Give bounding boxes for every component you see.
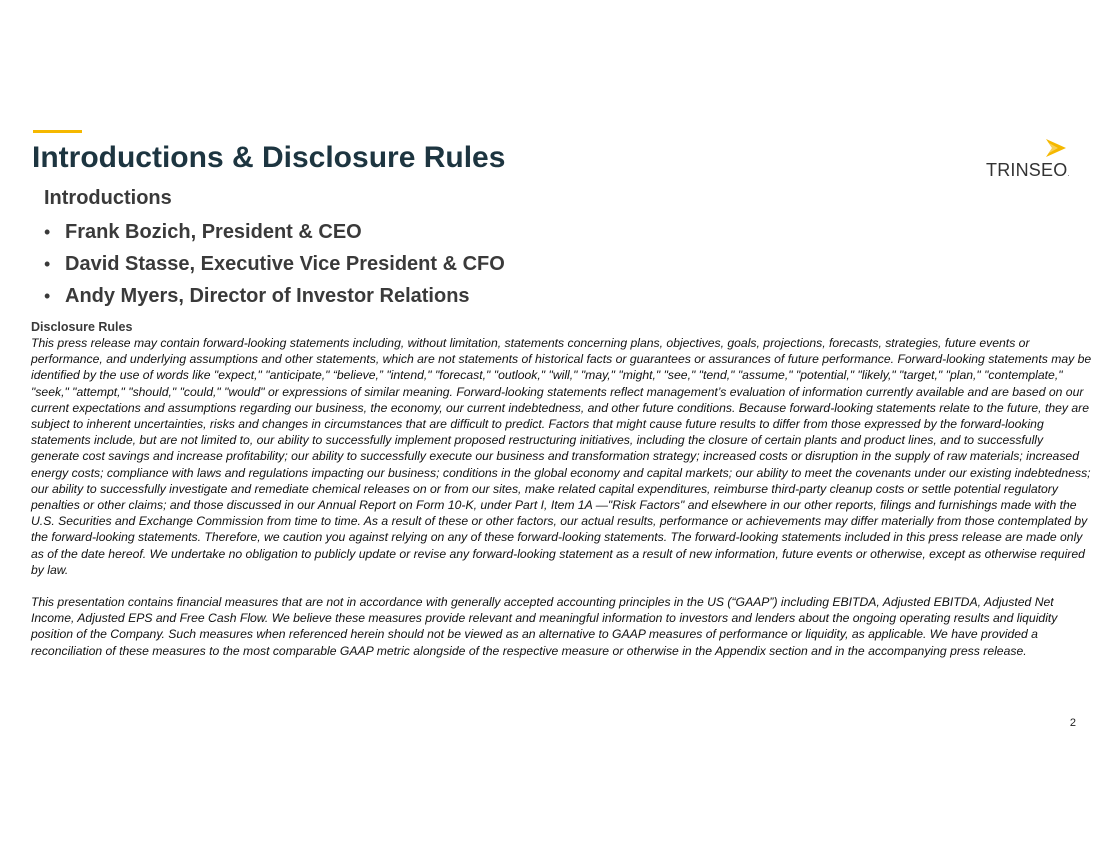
introductions-heading: Introductions (44, 187, 172, 209)
forward-looking-statement-paragraph: This press release may contain forward-looking statements including, without limitation, statements concerning plans, objectives, goals, projections, forecasts, strategies, future events or performance, and underlying assumptions and other statements, which are not statements of historical facts or guarantees or assurances of future performance. Forward-looking statements may be identified by the use of words like "expect," "anticipate," “believe,” "intend," "forecast," "outlook," "will," "may," "might," "see," "tend," "assume," "potential," "likely," "target," "plan," "contemplate," "seek," "attempt," "should," "could," "would" or expressions of similar meaning. Forward-looking statements reflect management’s evaluation of information currently available and are based on our current expectations and assumptions regarding our business, the economy, our current indebtedness, and other future conditions. Because forward-looking statements relate to the future, they are subject to inherent uncertainties, risks and changes in circumstances that are difficult to predict. Factors that might cause future results to differ from those expressed by the forward-looking statements include, but are not limited to, our ability to successfully implement proposed restructuring initiatives, including the closure of certain plants and product lines, and to successfully generate cost savings and increase profitability; our ability to successfully execute our business and transformation strategy; increased costs or disruption in the supply of raw materials; increased energy costs; compliance with laws and regulations impacting our business; conditions in the global economy and capital markets; our ability to meet the covenants under our existing indebtedness; our ability to successfully investigate and remediate chemical releases on or from our sites, make related capital expenditures, reimburse third-party cleanup costs or settle potential regulatory penalties or other claims; and those discussed in our Annual Report on Form 10-K, under Part I, Item 1A —"Risk Factors" and elsewhere in our other reports, filings and furnishings made with the U.S. Securities and Exchange Commission from time to time. As a result of these or other factors, our actual results, performance or achievements may differ materially from those contemplated by the forward-looking statements. Therefore, we caution you against relying on any of these forward-looking statements. The forward-looking statements included in this press release are made only as of the date hereof. We undertake no obligation to publicly update or revise any forward-looking statement as a result of new information, future events or otherwise, except as otherwise required by law. (31, 336, 1092, 577)
disclosure-heading: Disclosure Rules (31, 320, 133, 334)
person-name-title: David Stasse, Executive Vice President & CFO (65, 252, 505, 275)
logo-wordmark: TRINSEO. (986, 160, 1070, 180)
disclosure-section (31, 319, 1093, 659)
page-number: 2 (1069, 717, 1076, 729)
bullet-icon: • (44, 285, 51, 306)
bullet-icon: • (44, 221, 51, 242)
list-item (44, 216, 505, 248)
person-name-title: Frank Bozich, President & CEO (65, 220, 362, 243)
page-title: Introductions & Disclosure Rules (32, 141, 506, 174)
list-item (44, 248, 505, 280)
non-gaap-measures-paragraph: This presentation contains financial measures that are not in accordance with generally accepted accounting principles in the US (“GAAP”) including EBITDA, Adjusted EBITDA, Adjusted Net Income, Adjusted EPS and Free Cash Flow. We believe these measures provide relevant and meaningful information to investors and lenders about the ongoing operating results and liquidity position of the Company. Such measures when referenced herein should not be viewed as an alternative to GAAP measures of performance or liquidity, as applicable. We have provided a reconciliation of these measures to the most comparable GAAP metric alongside of the respective measure or otherwise in the Appendix section and in the accompanying press release. (31, 595, 1058, 658)
title-accent-bar (33, 130, 82, 133)
chevron-arrow-logo-icon (1046, 139, 1066, 157)
introductions-list (44, 216, 505, 312)
list-item (44, 280, 505, 312)
person-name-title: Andy Myers, Director of Investor Relations (65, 284, 470, 307)
bullet-icon: • (44, 253, 51, 274)
trinseo-logo (984, 136, 1076, 182)
